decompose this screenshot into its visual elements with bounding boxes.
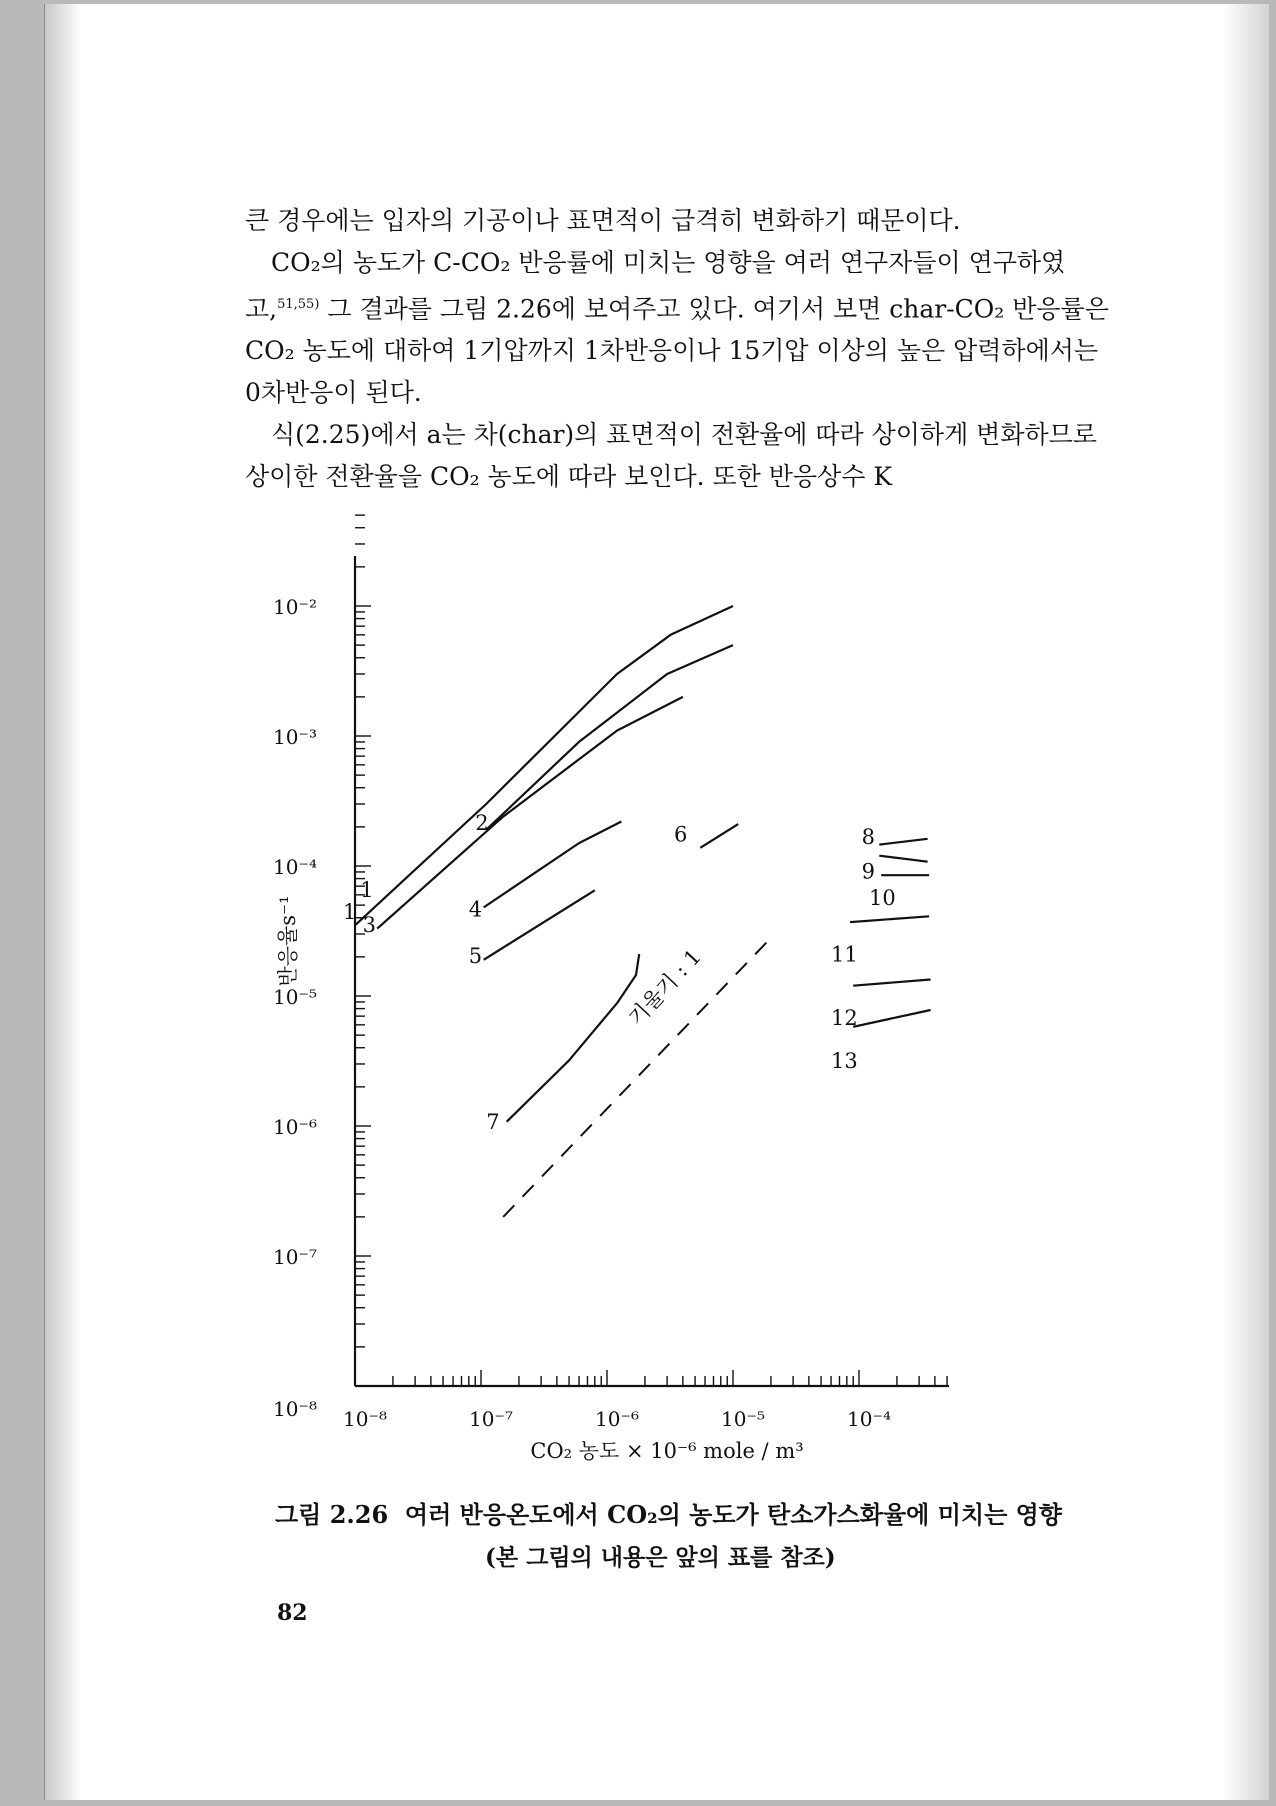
series-label-1-alt: 1 [343, 900, 357, 925]
series-label-1: 1 [360, 877, 374, 902]
series-label-4: 4 [468, 897, 483, 922]
series-label-10: 10 [868, 886, 896, 911]
series-label-7: 7 [486, 1109, 500, 1134]
x-tick-label: 10⁻⁴ [846, 1407, 892, 1431]
paragraph-1: 큰 경우에는 입자의 기공이나 표면적이 급격히 변화하기 때문이다. [245, 206, 961, 235]
series-line-12 [853, 980, 930, 986]
x-tick-label: 10⁻⁵ [720, 1407, 766, 1431]
citation-superscript: 51,55) [277, 297, 320, 312]
series-line-8 [879, 839, 927, 845]
chart-axes [273, 515, 949, 1463]
y-tick-label: 10⁻³ [272, 725, 317, 749]
y-tick-label: 10⁻⁴ [272, 855, 317, 879]
x-axis-label: CO₂ 농도 × 10⁻⁶ mole / m³ [530, 1439, 804, 1463]
y-tick-label: 10⁻⁵ [272, 985, 317, 1009]
figure-caption [275, 1496, 1155, 1534]
series-label-3: 3 [362, 913, 377, 938]
series-label-9: 9 [861, 859, 876, 884]
series-line-3 [377, 697, 683, 929]
series-line-5 [484, 890, 595, 960]
reference-slope-label: 기울기 : 1 [623, 944, 706, 1031]
series-label-8: 8 [861, 824, 876, 849]
chart-series [355, 606, 931, 1217]
series-label-12: 12 [831, 1005, 858, 1030]
series-label-5: 5 [468, 943, 483, 968]
y-tick-label: 10⁻² [272, 595, 317, 619]
y-tick-label: 10⁻⁸ [272, 1397, 317, 1421]
y-axis-label: 반응율s⁻¹ [276, 895, 300, 987]
book-page [44, 4, 1269, 1800]
paragraph-2-text-cont: 그 결과를 그림 2.26에 보여주고 있다. 여기서 보면 char-CO₂ 반응률은 CO₂ 농도에 대하여 1기압까지 1차반응이나 15기압 이상의 높은 압력하에서는 0차반응이 된다. [245, 294, 1109, 408]
series-line-4 [484, 822, 622, 908]
series-label-2: 2 [475, 810, 489, 835]
x-tick-label: 10⁻⁶ [594, 1407, 640, 1431]
series-line-11 [850, 916, 929, 922]
figure-label: 그림 2.26 [275, 1500, 389, 1529]
series-line-1 [355, 606, 733, 925]
series-line-7 [507, 954, 640, 1122]
figure-title: 여러 반응온도에서 CO₂의 농도가 탄소가스화율에 미치는 영향 [404, 1500, 1062, 1529]
series-line-9 [879, 856, 927, 862]
y-tick-label: 10⁻⁷ [272, 1245, 317, 1269]
y-tick-label: 10⁻⁶ [272, 1115, 317, 1139]
page-number: 82 [277, 1600, 308, 1626]
series-line-6 [700, 824, 738, 848]
paragraph-3: 식(2.25)에서 a는 차(char)의 표면적이 전환율에 따라 상이하게 변화하므로 상이한 전환율을 CO₂ 농도에 따라 보인다. 또한 반응상수 K [245, 420, 1097, 492]
x-tick-label: 10⁻⁸ [342, 1407, 388, 1431]
series-label-11: 11 [831, 942, 858, 967]
series-line-13 [853, 1010, 930, 1027]
reference-slope-line [503, 938, 771, 1217]
figure-caption-sub: (본 그림의 내용은 앞의 표를 참조) [485, 1544, 836, 1571]
x-tick-label: 10⁻⁷ [468, 1407, 514, 1431]
paragraph-2-text: CO₂의 농도가 C-CO₂ 반응률에 미치는 영향을 여러 연구자들이 연구하였고, [245, 248, 1066, 324]
series-label-6: 6 [673, 822, 688, 847]
series-label-13: 13 [831, 1048, 858, 1073]
